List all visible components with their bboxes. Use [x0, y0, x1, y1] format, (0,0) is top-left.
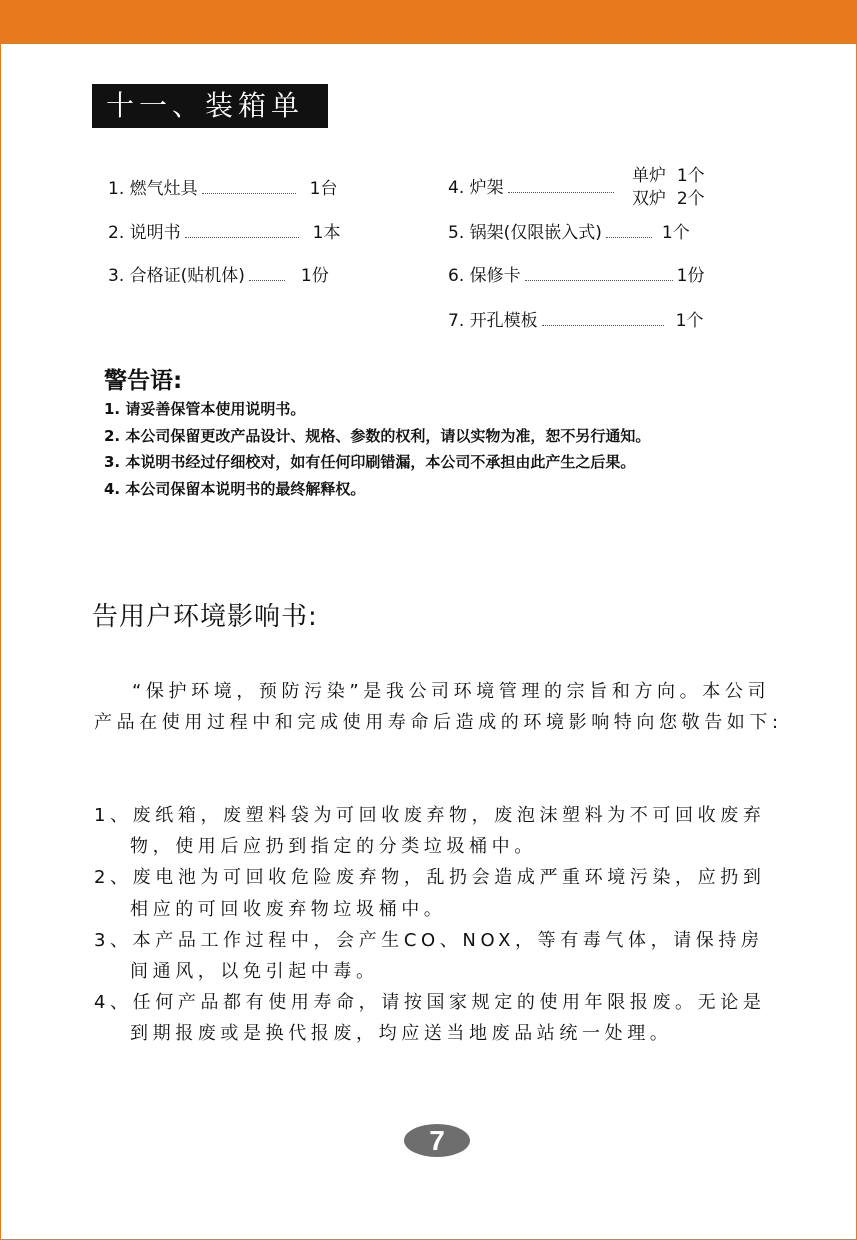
packing-item-qty: 1个 [661, 223, 690, 243]
page-number-badge: 7 [404, 1124, 470, 1157]
packing-item [108, 265, 329, 287]
environment-item: 1、废纸箱，废塑料袋为可回收废弃物，废泡沫塑料为不可回收废弃物，使用后应扔到指定的分类垃圾桶中。 [94, 805, 766, 858]
warning-item: 4. 本公司保留本说明书的最终解释权。 [104, 479, 366, 498]
section-heading-packing-list: 十一、装箱单 [92, 84, 328, 128]
stove-rack-qty: 1个 [676, 166, 705, 186]
leader-dots [542, 311, 664, 326]
header-accent-bar [0, 0, 857, 44]
warning-item: 2. 本公司保留更改产品设计、规格、参数的权利，请以实物为准，恕不另行通知。 [104, 426, 651, 445]
environment-item: 3、本产品工作过程中，会产生CO、NOX，等有毒气体，请保持房间通风，以免引起中毒。 [94, 929, 764, 983]
leader-dots [249, 266, 285, 281]
packing-item-qty: 1台 [309, 179, 338, 199]
packing-item-label: 2. 说明书 [108, 223, 181, 243]
stove-type: 单炉 [632, 166, 666, 186]
stove-rack-qty-single [632, 165, 705, 187]
leader-dots [606, 223, 652, 238]
packing-item-label: 4. 炉架 [448, 178, 504, 198]
packing-item-qty: 1个 [675, 311, 704, 331]
leader-dots [508, 178, 614, 193]
environment-list [94, 800, 766, 1050]
warnings-title: 警告语: [104, 368, 183, 394]
leader-dots [525, 266, 673, 281]
packing-item [448, 177, 618, 199]
packing-item-label: 7. 开孔模板 [448, 311, 538, 331]
packing-item-label: 5. 锅架(仅限嵌入式) [448, 223, 602, 243]
leader-dots [202, 179, 296, 194]
warning-item: 3. 本说明书经过仔细校对，如有任何印刷错漏，本公司不承担由此产生之后果。 [104, 453, 636, 471]
packing-item-label: 6. 保修卡 [448, 266, 521, 286]
stove-rack-qty-double [632, 188, 705, 210]
packing-item [448, 310, 703, 332]
packing-item-label: 1. 燃气灶具 [108, 179, 198, 199]
warnings-list [104, 396, 724, 502]
environment-intro: “保护环境，预防污染”是我公司环境管理的宗旨和方向。本公司产品在使用过程中和完成使用寿命后造成的环境影响特向您敬告如下: [94, 681, 783, 733]
packing-item-qty: 1份 [300, 266, 329, 286]
packing-item [448, 222, 690, 244]
stove-rack-qty: 2个 [676, 189, 705, 209]
packing-item-qty: 1本 [312, 223, 341, 243]
packing-item [448, 265, 704, 287]
warning-item: 1. 请妥善保管本使用说明书。 [104, 400, 306, 418]
stove-type: 双炉 [632, 189, 666, 209]
environment-item: 4、任何产品都有使用寿命，请按国家规定的使用年限报废。无论是到期报废或是换代报废，均应送当地废品站统一处理。 [94, 992, 766, 1045]
leader-dots [185, 223, 299, 238]
packing-item-qty: 1份 [676, 266, 705, 286]
environment-title: 告用户环境影响书: [92, 602, 318, 632]
packing-item [108, 222, 340, 244]
environment-item: 2、废电池为可回收危险废弃物，乱扔会造成严重环境污染，应扔到相应的可回收废弃物垃圾桶中。 [94, 867, 766, 920]
packing-item [108, 178, 337, 200]
packing-item-label: 3. 合格证(贴机体) [108, 266, 245, 286]
